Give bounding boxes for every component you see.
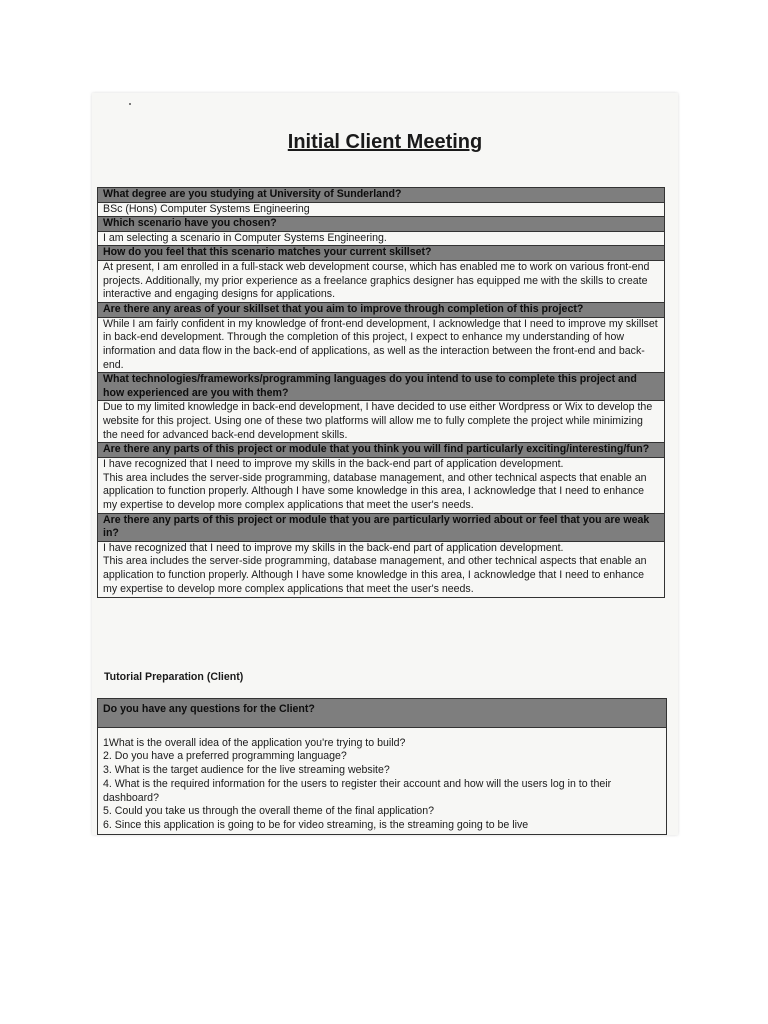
list-item: 5. Could you take us through the overall theme of the final application?	[103, 805, 434, 818]
question-technologies: What technologies/frameworks/programming languages do you intend to use to complete this project and how experienced are you with them?	[98, 373, 664, 401]
answer-text: While I am fairly confident in my knowledge of front-end development, I acknowledge that I need to improve my skillset in back-end development. Through the completion of this project, I expect to enhance my understanding of how information and data flow in the back-end of applications, as well as the interaction between the front-end and back-end.	[103, 317, 658, 371]
question-exciting-parts: Are there any parts of this project or module that you think you will find particularly exciting/interesting/fun?	[98, 443, 664, 458]
tutorial-preparation-heading: Tutorial Preparation (Client)	[104, 671, 244, 683]
question-skills-to-improve: Are there any areas of your skillset that you aim to improve through completion of this project?	[98, 303, 664, 318]
question-worried-parts: Are there any parts of this project or module that you are particularly worried about or feel that you are weak in?	[98, 514, 664, 542]
answer-degree	[98, 203, 664, 218]
meeting-qa-table	[97, 187, 665, 598]
answer-text: This area includes the server-side programming, database management, and other technical aspects that enable an application to function properly. Although I have some knowledge in this area, I acknowledge that I need to enhance my expertise to develop more complex applications that meet the user's needs.	[103, 471, 647, 512]
client-questions-table	[97, 698, 667, 835]
answer-exciting-parts	[98, 458, 664, 514]
answer-text: At present, I am enrolled in a full-stack web development course, which has enabled me to work on various front-end projects. Additionally, my prior experience as a freelance graphics designer has equipped me with the skills to create interactive and engaging designs for applications.	[103, 260, 650, 301]
question-degree: What degree are you studying at University of Sunderland?	[98, 188, 664, 203]
list-item: 4. What is the required information for the users to register their account and how will the users log in to their dashboard?	[103, 777, 612, 804]
page-title: Initial Client Meeting	[287, 131, 483, 153]
list-item: 3. What is the target audience for the live streaming website?	[103, 764, 390, 777]
scanned-page	[92, 93, 678, 835]
list-item: 6. Since this application is going to be for video streaming, is the streaming going to be live	[103, 819, 529, 832]
answer-text: Due to my limited knowledge in back-end development, I have decided to use either Wordpress or Wix to develop the website for this project. Using one of these two platforms will allow me to fully complete the project while minimizing the need for advanced back-end development skills.	[103, 401, 653, 441]
question-skillset-match: How do you feel that this scenario matches your current skillset?	[98, 246, 664, 261]
answer-skillset-match	[98, 261, 664, 303]
answer-text: This area includes the server-side programming, database management, and other technical aspects that enable an application to function properly. Although I have some knowledge in this area, I acknowledge that I need to enhance my expertise to develop more complex applications that meet the user's needs.	[103, 555, 647, 595]
answer-text: I am selecting a scenario in Computer Systems Engineering.	[103, 231, 387, 244]
question-scenario: Which scenario have you chosen?	[98, 217, 664, 232]
list-item: 2. Do you have a preferred programming language?	[103, 750, 347, 763]
answer-technologies	[98, 401, 664, 443]
answer-skills-to-improve	[98, 318, 664, 374]
client-questions-list	[98, 728, 666, 835]
list-item: 1What is the overall idea of the application you're trying to build?	[103, 736, 406, 749]
question-client-questions: Do you have any questions for the Client?	[98, 699, 666, 728]
scan-speck	[129, 103, 131, 105]
answer-scenario	[98, 232, 664, 247]
answer-worried-parts	[98, 542, 664, 597]
answer-text: I have recognized that I need to improve my skills in the back-end part of application development.	[103, 457, 564, 470]
answer-text: BSc (Hons) Computer Systems Engineering	[103, 202, 310, 215]
answer-text: I have recognized that I need to improve my skills in the back-end part of application development.	[103, 541, 564, 554]
